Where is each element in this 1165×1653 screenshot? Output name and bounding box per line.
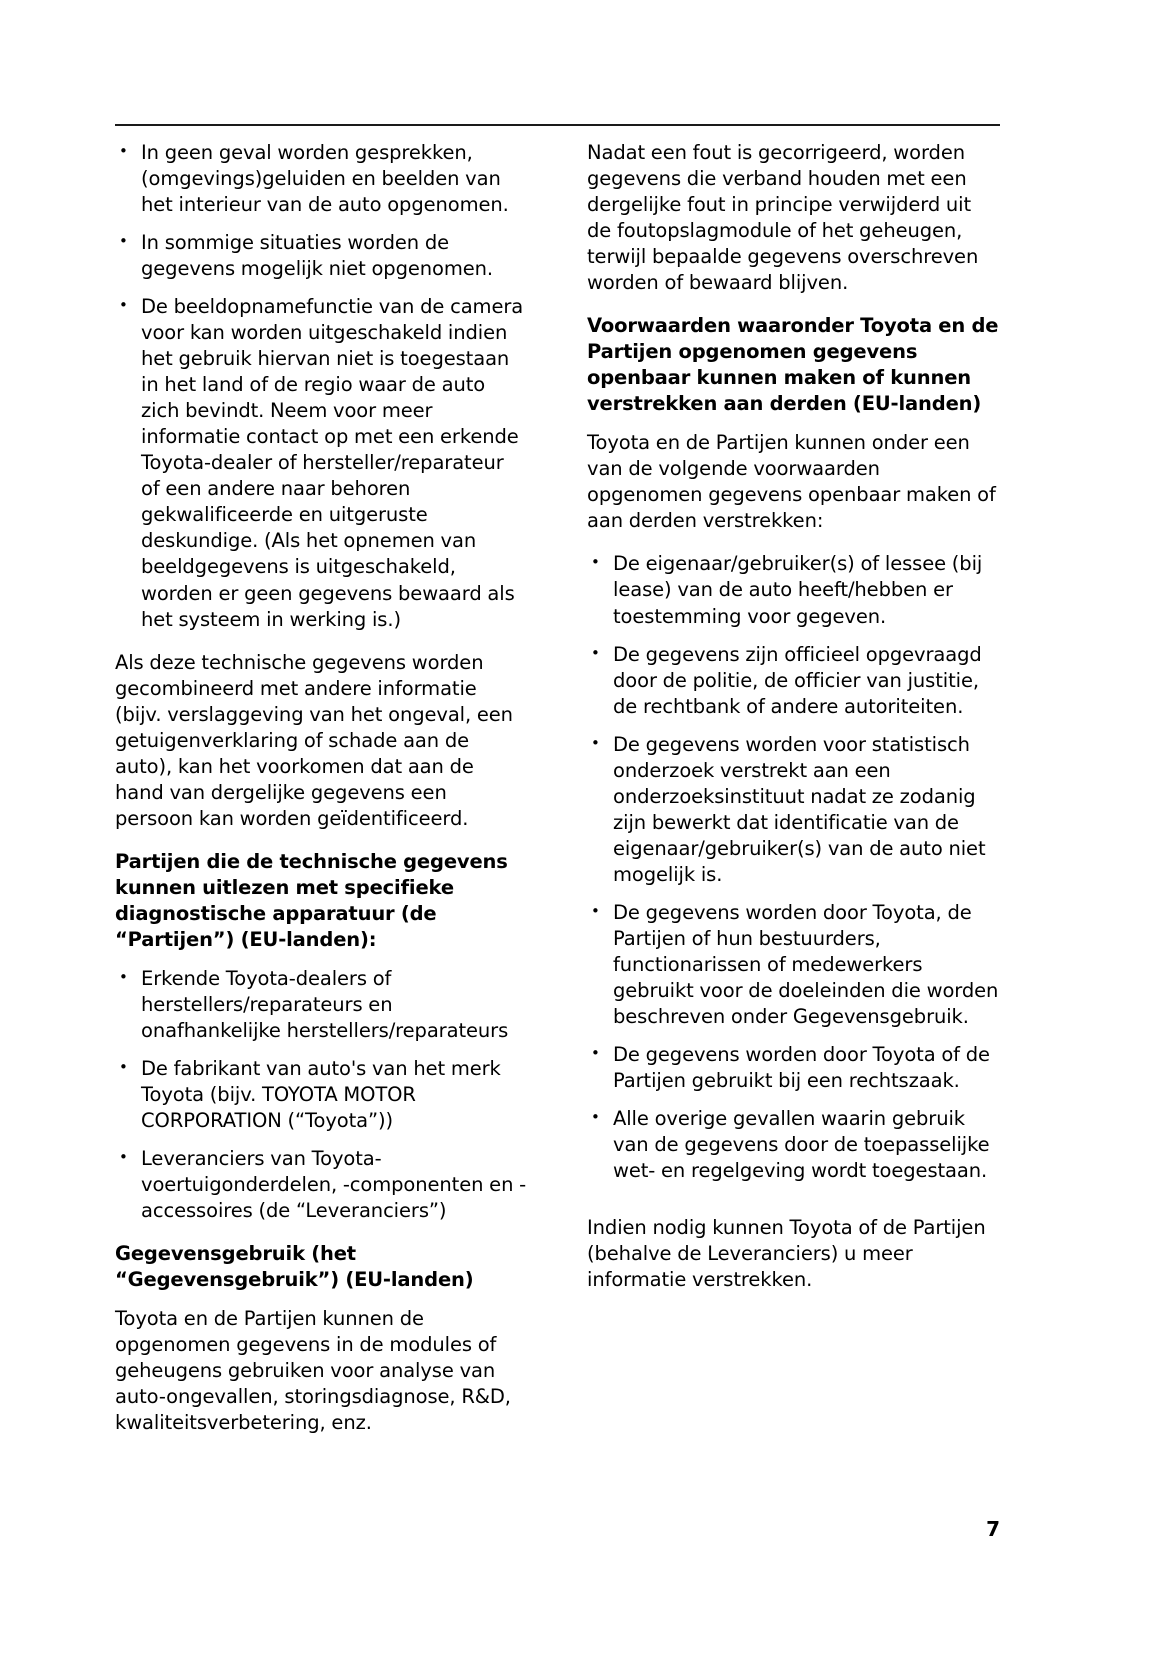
- list-item: • Alle overige gevallen waarin gebruik van de gegevens door de toepasselijke wet- en regelgeving wordt toegestaan.: [587, 1106, 999, 1184]
- list-item: • De gegevens worden door Toyota of de Partijen gebruikt bij een rechtszaak.: [587, 1042, 999, 1094]
- left-heading-partijen: Partijen die de technische gegevens kunnen uitlezen met specifieke diagnostische apparatuur (de “Partijen”) (EU-landen):: [115, 849, 508, 951]
- spacer: [587, 1201, 999, 1215]
- two-column-body: [115, 140, 1000, 1453]
- right-heading-voorwaarden: Voorwaarden waaronder Toyota en de Partijen opgenomen gegevens openbaar kunnen maken of kunnen verstrekken aan derden (EU-landen): [587, 314, 999, 416]
- list-item: • De gegevens worden door Toyota, de Partijen of hun bestuurders, functionarissen of medewerkers gebruikt voor de doeleinden die worden beschreven onder Gegevensgebruik.: [587, 900, 999, 1030]
- list-item: • De gegevens worden voor statistisch onderzoek verstrekt aan een onderzoeksinstituut nadat ze zodanig zijn bewerkt dat identificatie van de eigenaar/gebruiker(s) van de auto niet mogelijk is.: [587, 732, 999, 888]
- list-item: • Erkende Toyota-dealers of herstellers/reparateurs en onafhankelijke herstellers/reparateurs: [115, 966, 527, 1044]
- page-number: 7: [986, 1517, 1000, 1541]
- left-paragraph-1: Als deze technische gegevens worden gecombineerd met andere informatie (bijv. verslaggeving van het ongeval, een getuigenverklaring of schade aan de auto), kan het voorkomen dat aan de hand van dergelijke gegevens een persoon kan worden geïdentificeerd.: [115, 650, 513, 830]
- list-item: • De fabrikant van auto's van het merk Toyota (bijv. TOYOTA MOTOR CORPORATION (“Toyota”)): [115, 1056, 527, 1134]
- list-item: • De beeldopnamefunctie van de camera voor kan worden uitgeschakeld indien het gebruik hiervan niet is toegestaan in het land of de regio waar de auto zich bevindt. Neem voor meer informatie contact op met een erkende Toyota-dealer of hersteller/reparateur of een andere naar behoren gekwalificeerde en uitgeruste deskundige. (Als het opnemen van beeldgegevens is uitgeschakeld, worden er geen gegevens bewaard als het systeem in werking is.): [115, 294, 527, 632]
- left-bullet-list-2: [115, 966, 527, 1224]
- left-paragraph-2: Toyota en de Partijen kunnen de opgenomen gegevens in de modules of geheugens gebruiken voor analyse van auto-ongevallen, storingsdiagnose, R&D, kwaliteitsverbetering, enz.: [115, 1307, 511, 1435]
- left-column: [115, 140, 527, 1453]
- left-bullet-list-1: [115, 140, 527, 633]
- list-item: • De eigenaar/gebruiker(s) of lessee (bij lease) van de auto heeft/hebben er toestemming voor gegeven.: [587, 551, 999, 629]
- left-heading-gegevensgebruik: Gegevensgebruik (het “Gegevensgebruik”) (EU-landen): [115, 1242, 474, 1292]
- right-paragraph-1: Nadat een fout is gecorrigeerd, worden gegevens die verband houden met een dergelijke fout in principe verwijderd uit de foutopslagmodule of het geheugen, terwijl bepaalde gegevens overschreven worden of bewaard blijven.: [587, 141, 979, 295]
- list-item: • Leveranciers van Toyota-voertuigonderdelen, -componenten en -accessoires (de “Leveranciers”): [115, 1146, 527, 1224]
- list-item: • In geen geval worden gesprekken, (omgevings)geluiden en beelden van het interieur van de auto opgenomen.: [115, 140, 527, 218]
- list-item: • De gegevens zijn officieel opgevraagd door de politie, de officier van justitie, de rechtbank of andere autoriteiten.: [587, 642, 999, 720]
- list-item: • In sommige situaties worden de gegevens mogelijk niet opgenomen.: [115, 230, 527, 282]
- right-column: [587, 140, 999, 1453]
- right-bullet-list-1: [587, 551, 999, 1184]
- right-paragraph-3: Indien nodig kunnen Toyota of de Partijen (behalve de Leveranciers) u meer informatie verstrekken.: [587, 1216, 986, 1292]
- header-rule: [115, 124, 1000, 126]
- right-paragraph-2: Toyota en de Partijen kunnen onder een van de volgende voorwaarden opgenomen gegevens openbaar maken of aan derden verstrekken:: [587, 431, 996, 533]
